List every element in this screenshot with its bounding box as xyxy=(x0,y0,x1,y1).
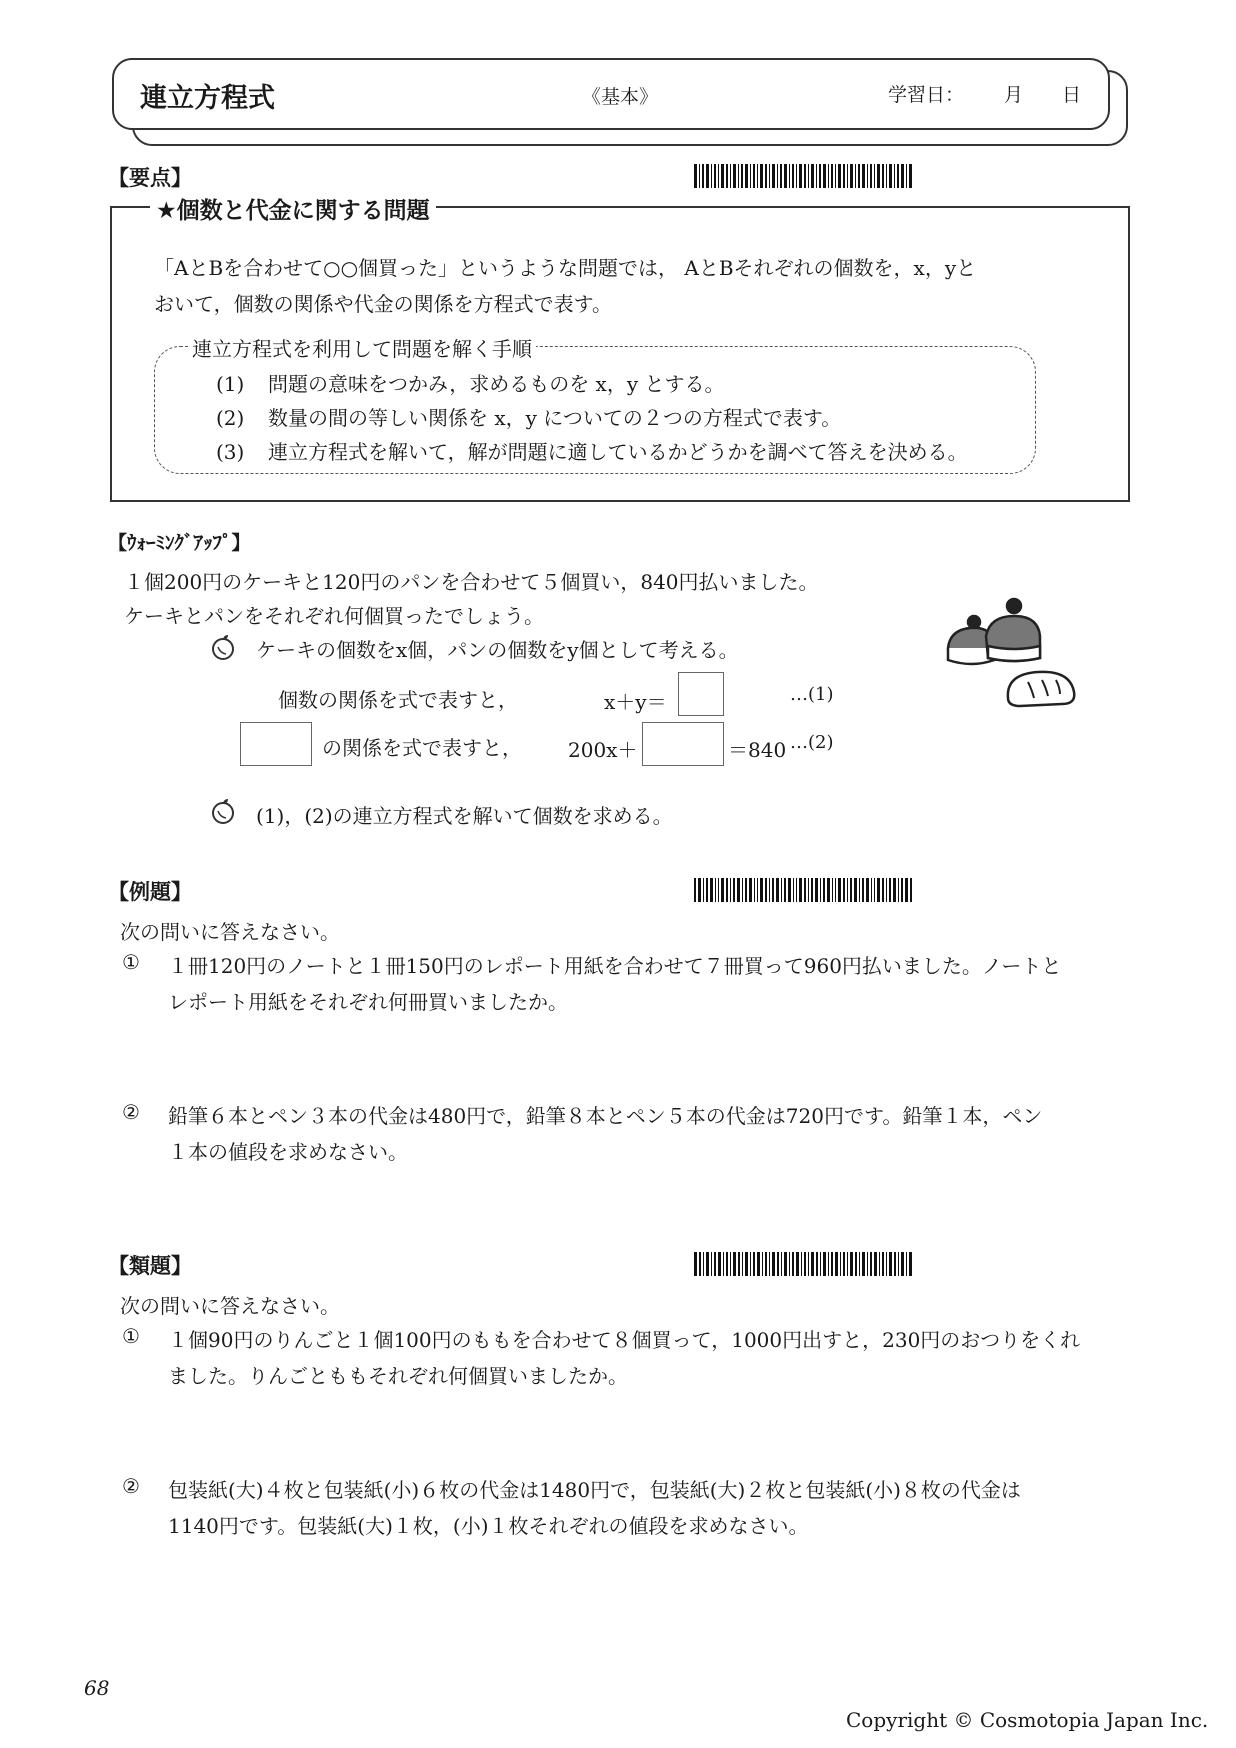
barcode-key-points xyxy=(694,164,912,188)
example-2-line2: １本の値段を求めなさい。 xyxy=(168,1140,408,1164)
barcode-similar xyxy=(694,1252,912,1276)
answer-box-eq1[interactable] xyxy=(678,672,724,716)
step-number: (2) xyxy=(216,406,245,430)
warmup-hint2: (1)，(2)の連立方程式を解いて個数を求める。 xyxy=(256,804,673,828)
step-number: (1) xyxy=(216,372,245,396)
similar-1-line2: ました。りんごとももそれぞれ何個買いましたか。 xyxy=(168,1364,628,1388)
page-number: 68 xyxy=(84,1676,110,1700)
example-1-line1: １冊120円のノートと１冊150円のレポート用紙を合わせて７冊買って960円払いました。ノートと xyxy=(168,954,1062,978)
example-instruction: 次の問いに答えなさい。 xyxy=(120,920,340,944)
key-points-intro-line2: おいて，個数の関係や代金の関係を方程式で表す。 xyxy=(154,292,612,316)
example-2-line1: 鉛筆６本とペン３本の代金は480円で，鉛筆８本とペン５本の代金は720円です。鉛筆１本，ペン xyxy=(168,1104,1043,1128)
key-points-intro-line1: 「AとBを合わせて○○個買った」というような問題では， AとBそれぞれの個数を，x，yと xyxy=(154,256,977,280)
eq1-label: 個数の関係を式で表すと， xyxy=(278,688,518,712)
eq2-lhs: 200x＋ xyxy=(568,738,638,762)
step-number: (3) xyxy=(216,440,245,464)
example-1-line2: レポート用紙をそれぞれ何冊買いましたか。 xyxy=(168,990,568,1014)
example-heading: 【例題】 xyxy=(108,879,192,904)
step-text: 数量の間の等しい関係を x，y についての２つの方程式で表す。 xyxy=(268,406,842,430)
warmup-problem-line2: ケーキとパンをそれぞれ何個買ったでしょう。 xyxy=(124,604,544,628)
warmup-heading: 【ｳｫｰﾐﾝｸﾞｱｯﾌﾟ】 xyxy=(108,532,251,554)
similar-2-mark: ② xyxy=(122,1474,140,1498)
bread-icon xyxy=(1008,672,1074,706)
key-points-intro xyxy=(154,250,1074,322)
eq2-rhs: ＝840 xyxy=(728,738,787,762)
month-label: 月 xyxy=(1004,84,1024,106)
step-text: 連立方程式を解いて，解が問題に適しているかどうかを調べて答えを決める。 xyxy=(268,440,968,464)
step-item xyxy=(216,368,725,397)
similar-heading: 【類題】 xyxy=(108,1253,192,1278)
apple-icon xyxy=(210,634,236,660)
step-item xyxy=(216,402,841,431)
step-text: 問題の意味をつかみ，求めるものを x，y とする。 xyxy=(268,372,725,396)
similar-1-mark: ① xyxy=(122,1324,140,1348)
similar-instruction: 次の問いに答えなさい。 xyxy=(120,1294,340,1318)
eq2-label: の関係を式で表すと， xyxy=(322,736,522,760)
answer-box-eq2-label[interactable] xyxy=(240,722,312,766)
eq2-ref: …(2) xyxy=(790,732,834,753)
similar-1-line1: １個90円のりんごと１個100円のももを合わせて８個買って，1000円出すと，230円のおつりをくれ xyxy=(168,1328,1081,1352)
warmup-hint1: ケーキの個数をx個，パンの個数をy個として考える。 xyxy=(256,638,739,662)
copyright: Copyright © Cosmotopia Japan Inc. xyxy=(846,1708,1209,1732)
cake-icon xyxy=(942,594,1078,724)
key-points-heading: 【要点】 xyxy=(108,165,192,190)
barcode-example xyxy=(694,878,912,902)
page-title: 連立方程式 xyxy=(140,83,275,114)
step-item xyxy=(216,436,968,465)
eq1-ref: …(1) xyxy=(790,684,834,705)
study-date-label: 学習日： xyxy=(888,84,965,106)
answer-box-eq2[interactable] xyxy=(642,722,724,766)
apple-icon xyxy=(210,798,236,824)
example-1-mark: ① xyxy=(122,950,140,974)
steps-title: 連立方程式を利用して問題を解く手順 xyxy=(188,333,536,362)
example-2-mark: ② xyxy=(122,1100,140,1124)
eq1-lhs: x＋y＝ xyxy=(604,690,667,714)
level-label: 《基本》 xyxy=(582,86,659,108)
warmup-problem-line1: １個200円のケーキと120円のパンを合わせて５個買い，840円払いました。 xyxy=(124,570,819,594)
similar-2-line2: 1140円です。包装紙(大)１枚，(小)１枚それぞれの値段を求めなさい。 xyxy=(168,1514,809,1538)
day-label: 日 xyxy=(1062,84,1082,106)
similar-2-line1: 包装紙(大)４枚と包装紙(小)６枚の代金は1480円で，包装紙(大)２枚と包装紙(小)８枚の代金は xyxy=(168,1478,1021,1502)
key-points-box-title: ★個数と代金に関する問題 xyxy=(150,192,436,225)
